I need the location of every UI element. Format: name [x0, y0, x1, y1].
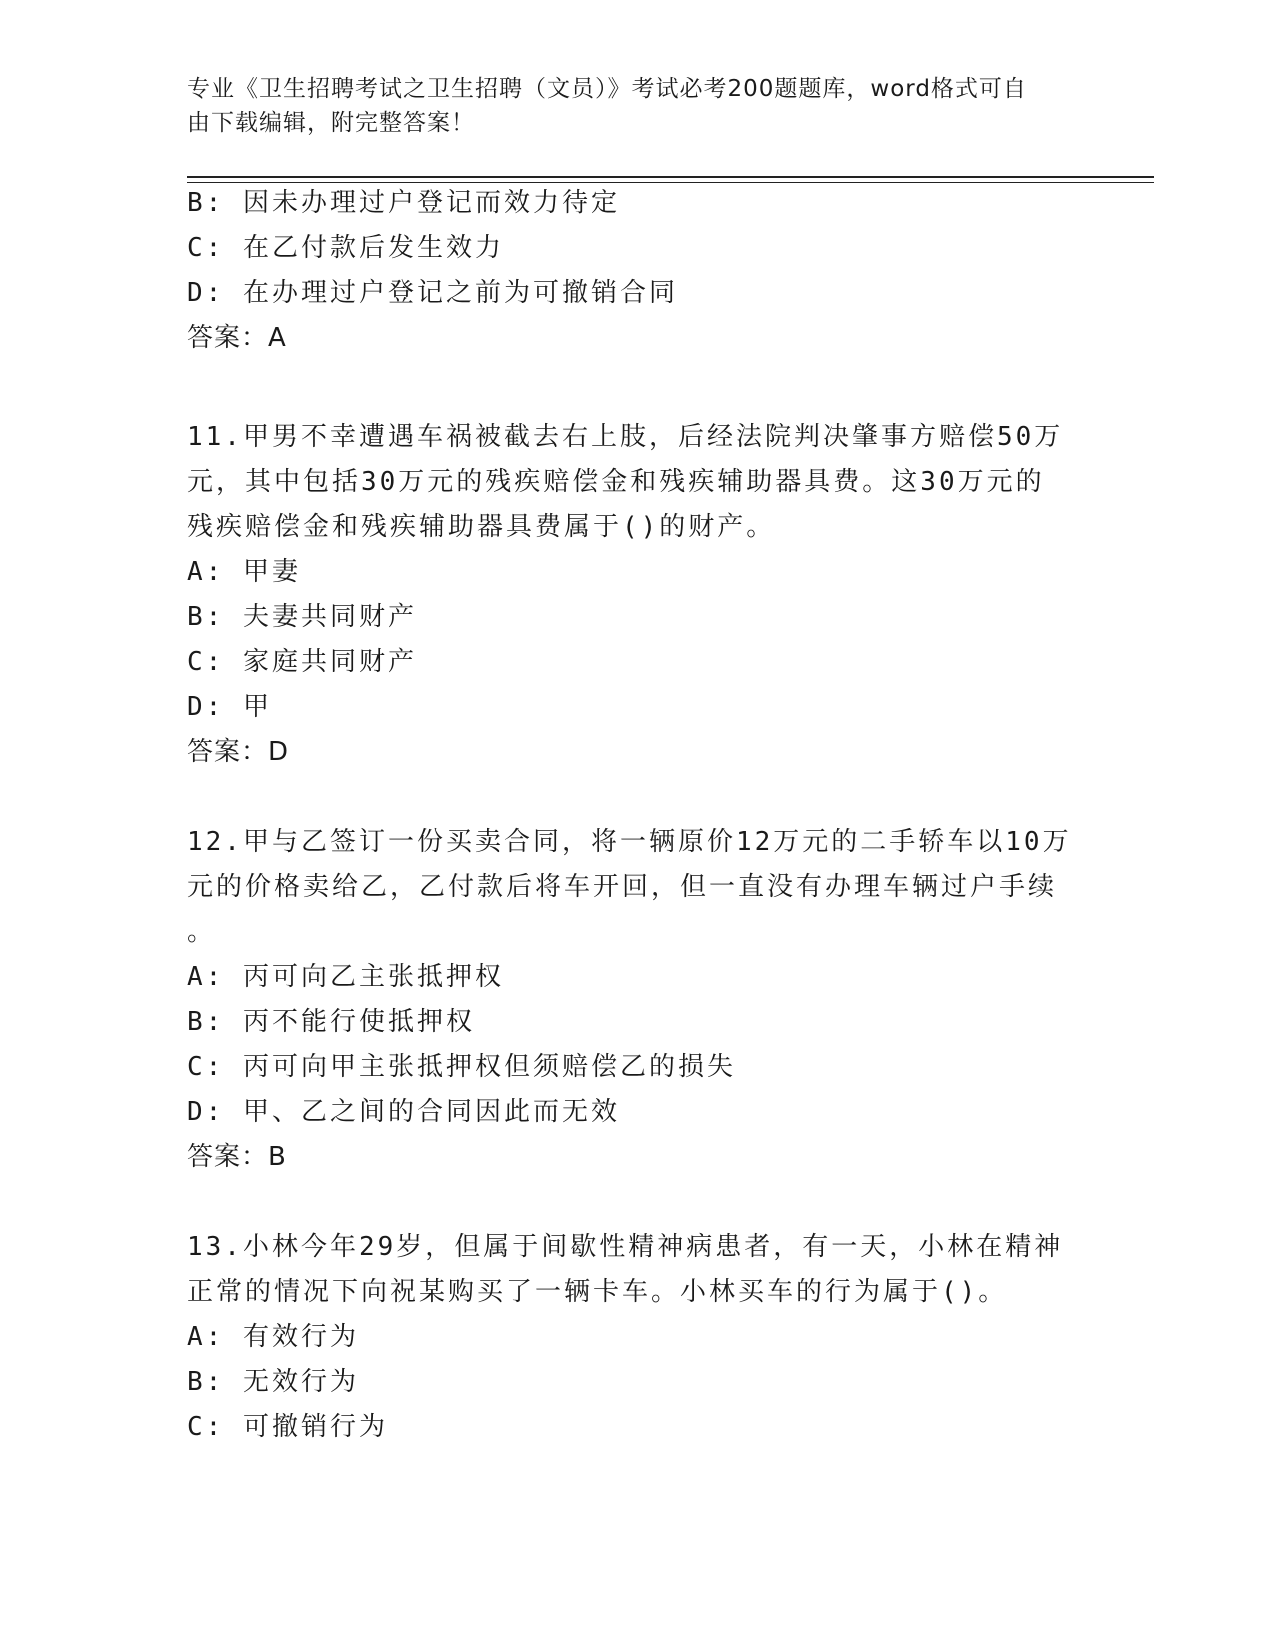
q12-option-d: D: 甲、乙之间的合同因此而无效 [187, 1097, 620, 1127]
q12-text-line-2: 元的价格卖给乙，乙付款后将车开回，但一直没有办理车辆过户手续 [187, 872, 1058, 902]
q12-option-b: B: 丙不能行使抵押权 [187, 1007, 475, 1037]
q13-text-line-1: 13.小林今年29岁，但属于间歇性精神病患者，有一天，小林在精神 [187, 1232, 1064, 1262]
q12-text-line-3: 。 [187, 917, 217, 947]
q11-option-c: C: 家庭共同财产 [187, 647, 417, 677]
prev-answer: 答案：A [187, 323, 287, 353]
q11-option-d: D: 甲 [187, 692, 272, 722]
q12-option-c: C: 丙可向甲主张抵押权但须赔偿乙的损失 [187, 1052, 736, 1082]
q12-text-line-1: 12.甲与乙签订一份买卖合同，将一辆原价12万元的二手轿车以10万 [187, 827, 1072, 857]
q12-answer: 答案：B [187, 1142, 287, 1172]
q12-option-a: A: 丙可向乙主张抵押权 [187, 962, 504, 992]
prev-option-c: C: 在乙付款后发生效力 [187, 233, 504, 263]
header-rule-thick [187, 176, 1154, 178]
header-rule-thin [187, 182, 1154, 183]
q11-text-line-2: 元，其中包括30万元的残疾赔偿金和残疾辅助器具费。这30万元的 [187, 467, 1045, 497]
header-line-1: 专业《卫生招聘考试之卫生招聘（文员）》考试必考200题题库，word格式可自 [187, 76, 1027, 102]
prev-option-d: D: 在办理过户登记之前为可撤销合同 [187, 278, 678, 308]
q13-option-b: B: 无效行为 [187, 1367, 359, 1397]
q11-text-line-3: 残疾赔偿金和残疾辅助器具费属于()的财产。 [187, 512, 776, 542]
q13-option-a: A: 有效行为 [187, 1322, 359, 1352]
q11-answer: 答案：D [187, 737, 290, 767]
q11-text-line-1: 11.甲男不幸遭遇车祸被截去右上肢，后经法院判决肇事方赔偿50万 [187, 422, 1064, 452]
q13-text-line-2: 正常的情况下向祝某购买了一辆卡车。小林买车的行为属于()。 [187, 1277, 1008, 1307]
header-line-2: 由下载编辑，附完整答案！ [187, 110, 475, 136]
q11-option-a: A: 甲妻 [187, 557, 301, 587]
q11-option-b: B: 夫妻共同财产 [187, 602, 417, 632]
prev-option-b: B: 因未办理过户登记而效力待定 [187, 188, 620, 218]
q13-option-c: C: 可撤销行为 [187, 1412, 388, 1442]
document-header [187, 72, 1067, 140]
